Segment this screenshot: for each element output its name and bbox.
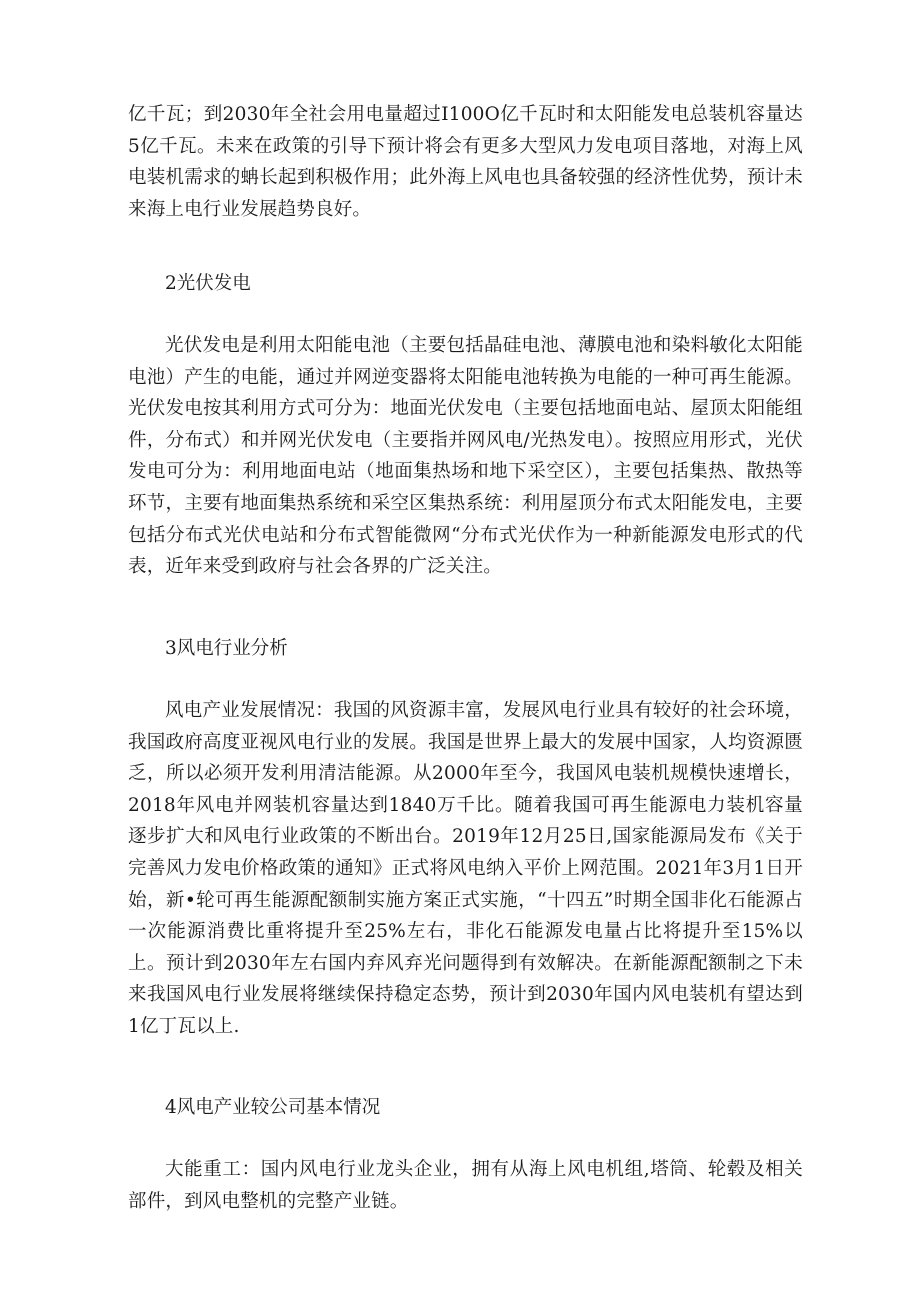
paragraph-photovoltaic: 光伏发电是利用太阳能电池（主要包括晶硅电池、薄膜电池和染料敏化太阳能电池）产生的电能，通过并网逆变器将太阳能电池转换为电能的一种可再生能源。光伏发电按其利用方式可分为：地面光伏发电（主要包括地面电站、屋顶太阳能组件，分布式）和并网光伏发电（主要指并网风电/光热发电）。按照应用形式，光伏发电可分为：利用地面电站（地面集热场和地下采空区），主要包括集热、散热等环节，主要有地面集热系统和采空区集热系统：利用屋顶分布式太阳能发电，主要包括分布式光伏电站和分布式智能微网“分布式光伏作为一种新能源发电形式的代表，近年来受到政府与社会各界的广泛关注。 (128, 335, 803, 578)
section-heading-photovoltaic: 2光伏发电 (165, 273, 251, 294)
paragraph-offshore-wind-outlook: 亿千瓦；到2030年全社会用电量超过I100O亿千瓦时和太阳能发电总装机容量达5亿千瓦。未来在政策的引导下预计将会有更多大型风力发电项目落地，对海上风电装机需求的蚺长起到积极作用；此外海上风电也具备较强的经济性优势，预计未来海上电行业发展趋势良好。 (128, 104, 803, 220)
section-heading-wind-industry-analysis: 3风电行业分析 (165, 638, 288, 659)
section-heading-company-overview: 4风电产业较公司基本情况 (165, 1097, 381, 1118)
paragraph-company-daneng: 大能重工：国内风电行业龙头企业，拥有从海上风电机组,塔筒、轮毂及相关部件，到风电整机的完整产业链。 (128, 1159, 803, 1212)
paragraph-wind-industry: 风电产业发展情况：我国的风资源丰富，发展风电行业具有较好的社会环境，我国政府高度亚视风电行业的发展。我国是世界上最大的发展中国家，人均资源匮乏，所以必须开发利用清洁能源。从2000年至今，我国风电装机规模快速增长，2018年风电并网装机容量达到1840万千比。随着我国可再生能源电力装机容量逐步扩大和风电行业政策的不断出台。2019年12月25日,国家能源局发布《关于完善风力发电价格政策的通知》正式将风电纳入平价上网范围。2021年3月1日开始，新•轮可再生能源配额制实施方案正式实施，“十四五”时期全国非化石能源占一次能源消费比重将提升至25%左右，非化石能源发电量占比将提升至15%以上。预计到2030年左右国内弃风弃光问题得到有效解决。在新能源配额制之下未来我国风电行业发展将继续保持稳定态势，预计到2030年国内风电装机有望达到1亿丁瓦以上. (128, 700, 803, 1037)
